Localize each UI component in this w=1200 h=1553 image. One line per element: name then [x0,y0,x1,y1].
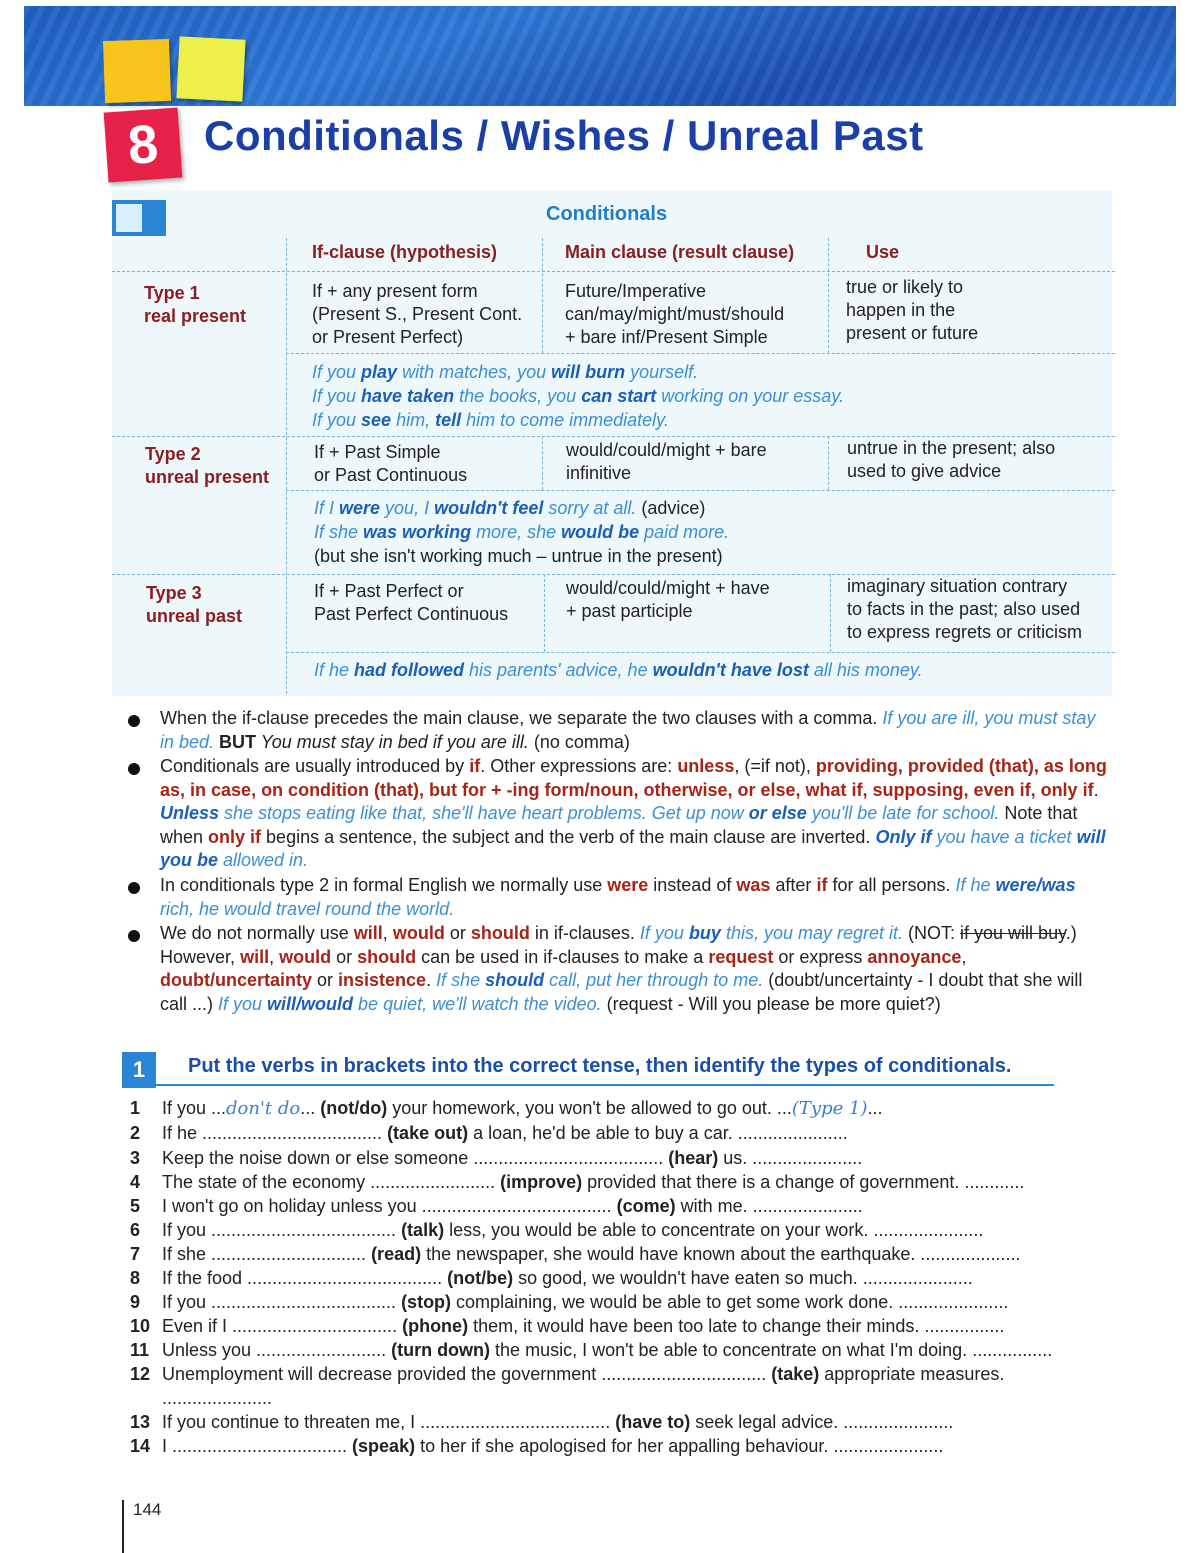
item-number: 12 [130,1364,151,1384]
bullet-icon [128,763,140,775]
bullet-icon [128,930,140,942]
item-text: ... [867,1098,883,1118]
type3-use: imaginary situation contrary to facts in the past; also used to express regrets or criticism [847,576,1083,642]
item-text: the newspaper, she would have known about the earthquake. .................... [421,1244,1021,1264]
exercise-instruction: Put the verbs in brackets into the correct tense, then identify the types of conditionals. [188,1055,1012,1077]
verb-prompt: (speak) [347,1436,416,1456]
verb-prompt: (phone) [397,1316,469,1336]
item-text: so good, we wouldn't have eaten so much. ...................... [513,1268,973,1288]
verb-prompt: (improve) [495,1172,583,1192]
grid-line [542,436,543,490]
item-text: If you ... [162,1098,227,1118]
item-number: 1 [130,1098,141,1118]
exercise-item [130,1218,1120,1242]
item-number: 11 [130,1340,150,1360]
type2-label: Type 2 unreal present [145,444,270,487]
item-number: 8 [130,1268,141,1288]
unit-title: Conditionals / Wishes / Unreal Past [204,112,924,159]
exercise-item [130,1096,1120,1121]
handwritten-answer: don't do [226,1098,301,1119]
item-number: 9 [130,1292,141,1312]
exercise-item [130,1434,1120,1458]
exercise-item [130,1290,1120,1314]
unit-number-badge: 8 [104,108,183,183]
verb-prompt: (not/do) [320,1098,388,1118]
type1-label: Type 1 real present [144,283,247,326]
grid-line [828,238,829,353]
exercise-item [130,1338,1120,1362]
exercise-item [130,1194,1120,1218]
item-number: 3 [130,1148,141,1168]
grid-line [286,490,1115,491]
type3-example: If he had followed his parents' advice, he wouldn't have lost all his money. [314,660,923,680]
header-if-clause: If-clause (hypothesis) [312,242,498,262]
sticky-note-orange [103,39,171,103]
item-text: with me. ...................... [675,1196,863,1216]
item-text: to her if she apologised for her appalling behaviour. ...................... [415,1436,944,1456]
item-text: The state of the economy ......................... [162,1172,496,1192]
page-margin-bar [122,1500,124,1553]
item-text: If you continue to threaten me, I ...................................... [162,1412,611,1432]
type1-main-clause: Future/Imperative can/may/might/must/should + bare inf/Present Simple [565,281,785,347]
item-text: the music, I won't be able to concentrate on what I'm doing. ................ [490,1340,1053,1360]
note-will-would-should: We do not normally use will, would or should in if-clauses. If you buy this, you may regret it. (NOT: if you will buy.) However, will, would or should can be used in if-clauses to make a request or express annoyance, doubt/uncertainty or insistence. If she should call, put her through to me. (doubt/uncertainty - I doubt that she will call ...) If you will/would be quiet, we'll watch the video. (request - Will you please be more quiet?) [160,923,1083,1014]
exercise-item [130,1410,1120,1434]
verb-prompt: (turn down) [386,1340,491,1360]
verb-prompt: (talk) [396,1220,445,1240]
item-text: If the food ....................................... [162,1268,443,1288]
grid-line [544,574,545,652]
grid-line [112,271,1115,272]
item-number: 7 [130,1244,141,1264]
type2-use: untrue in the present; also used to give advice [847,438,1056,481]
exercise-item [130,1170,1120,1194]
item-text: ...................... [162,1388,273,1408]
grid-line [828,436,829,490]
exercise-item [130,1146,1120,1170]
item-number: 5 [130,1196,141,1216]
header-use: Use [866,242,900,262]
item-text: them, it would have been too late to change their minds. ................ [468,1316,1005,1336]
verb-prompt: (take out) [382,1123,469,1143]
verb-prompt: (have to) [610,1412,691,1432]
item-text: Keep the noise down or else someone ...................................... [162,1148,664,1168]
item-text: appropriate measures. [819,1364,1005,1384]
item-text: I ................................... [162,1436,348,1456]
item-text: provided that there is a change of government. ............ [582,1172,1025,1192]
verb-prompt: (read) [366,1244,422,1264]
item-number: 14 [130,1436,151,1456]
item-text: If he .................................... [162,1123,383,1143]
type3-label: Type 3 unreal past [146,583,243,626]
item-text: If you ..................................... [162,1292,397,1312]
verb-prompt: (stop) [396,1292,452,1312]
item-text: complaining, we would be able to get some work done. ...................... [451,1292,1009,1312]
item-text: your homework, you won't be allowed to go out. ... [387,1098,792,1118]
exercise-item [130,1386,1120,1410]
item-text: us. ...................... [718,1148,863,1168]
verb-prompt: (come) [611,1196,676,1216]
item-number: 2 [130,1123,141,1143]
exercise-item [130,1266,1120,1290]
item-text: less, you would be able to concentrate on your work. ...................... [444,1220,984,1240]
type1-if-clause: If + any present form (Present S., Present Cont. or Present Perfect) [312,281,523,347]
handwritten-answer: (Type 1) [791,1098,868,1119]
item-text: If you ..................................... [162,1220,397,1240]
grid-line [286,652,1115,653]
grid-line [542,238,543,353]
item-number: 4 [130,1172,141,1192]
item-text: ... [300,1098,321,1118]
grid-line [286,353,1115,354]
item-text: Even if I ................................. [162,1316,398,1336]
note-were-was: In conditionals type 2 in formal English we normally use were instead of was after if for all persons. If he were/was rich, he would travel round the world. [160,875,1076,919]
verb-prompt: (hear) [663,1148,719,1168]
exercise-item [130,1362,1120,1386]
exercise-item [130,1314,1120,1338]
exercise-item [130,1121,1120,1145]
exercise-number-badge: 1 [122,1052,156,1088]
grid-line [286,238,287,694]
note-comma: When the if-clause precedes the main clause, we separate the two clauses with a comma. If you are ill, you must stay in bed. BUT You must stay in bed if you are ill. (no comma) [160,708,1096,752]
panel-badge-icon [112,200,166,236]
item-text: If she ............................... [162,1244,367,1264]
type2-examples: If I were you, I wouldn't feel sorry at all. (advice) If she was working more, she would be paid more. (but she isn't working much – untrue in the present) [314,498,730,566]
type1-examples: If you play with matches, you will burn yourself. If you have taken the books, you can start working on your essay. If you see him, tell him to come immediately. [312,362,844,430]
type1-use: true or likely to happen in the present or future [846,277,979,343]
page-number: 144 [133,1500,162,1519]
type2-main-clause: would/could/might + bare infinitive [566,440,767,483]
item-text: Unless you .......................... [162,1340,387,1360]
verb-prompt: (not/be) [442,1268,514,1288]
grid-line [830,574,831,652]
sticky-note-yellow [176,36,245,101]
item-number: 13 [130,1412,151,1432]
exercise-item [130,1242,1120,1266]
note-expressions: Conditionals are usually introduced by if. Other expressions are: unless, (=if not), providing, provided (that), as long as, in case, on condition (that), but for + -ing form/noun, otherwise, or else, what if, supposing, even if, only if. Unless she stops eating like that, she'll have heart problems. Get up now or else you'll be late for school. Note that when only if begins a sentence, the subject and the verb of the main clause are inverted. Only if you have a ticket will you be allowed in. [160,756,1107,870]
item-text: a loan, he'd be able to buy a car. ...................... [468,1123,848,1143]
type3-if-clause: If + Past Perfect or Past Perfect Continuous [314,581,509,624]
type2-if-clause: If + Past Simple or Past Continuous [314,442,468,485]
item-number: 10 [130,1316,151,1336]
bullet-icon [128,715,140,727]
item-text: I won't go on holiday unless you ...................................... [162,1196,612,1216]
header-main-clause: Main clause (result clause) [565,242,795,262]
exercise-underline [156,1084,1054,1086]
bullet-icon [128,882,140,894]
item-text: seek legal advice. ...................... [690,1412,954,1432]
conditionals-heading: Conditionals [546,203,668,225]
item-text: Unemployment will decrease provided the government ................................. [162,1364,767,1384]
verb-prompt: (take) [766,1364,820,1384]
type3-main-clause: would/could/might + have + past participle [566,578,770,621]
item-number: 6 [130,1220,141,1240]
